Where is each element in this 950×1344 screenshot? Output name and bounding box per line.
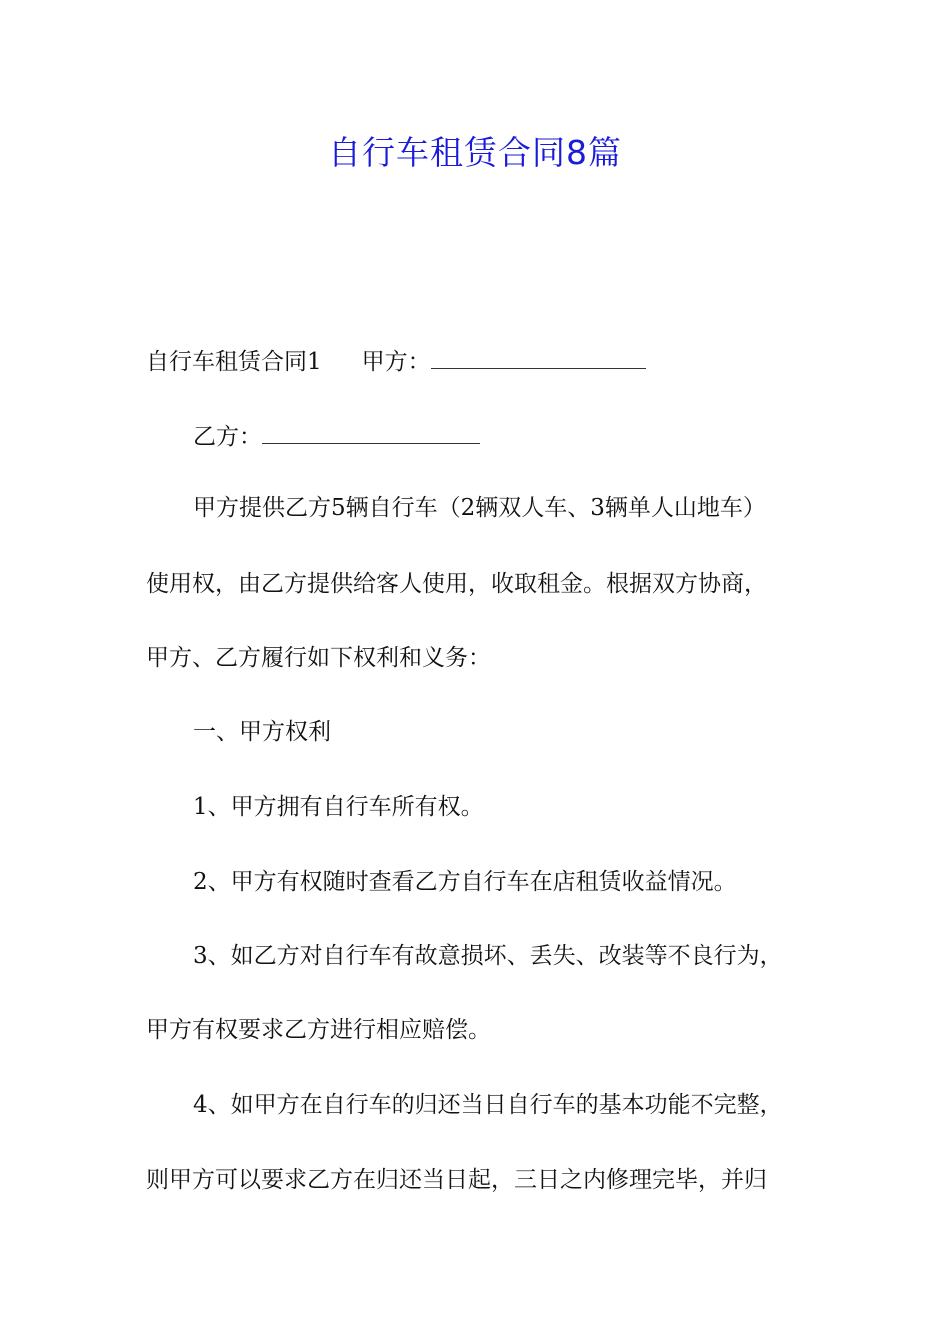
section-name: 自行车租赁合同1 bbox=[146, 349, 322, 375]
party-b-label: 乙方： bbox=[193, 424, 262, 450]
clause-1: 1、甲方拥有自行车所有权。 bbox=[193, 794, 484, 820]
section-1-heading: 一、甲方权利 bbox=[193, 719, 331, 745]
clause-4-line-1: 4、如甲方在自行车的归还当日自行车的基本功能不完整， bbox=[193, 1092, 783, 1118]
party-b-blank bbox=[262, 417, 480, 444]
party-a-blank bbox=[431, 342, 646, 369]
clause-2: 2、甲方有权随时查看乙方自行车在店租赁收益情况。 bbox=[193, 869, 737, 895]
party-b-line bbox=[193, 417, 873, 455]
party-a-label: 甲方： bbox=[361, 349, 431, 375]
paragraph-1-line-2: 使用权，由乙方提供给客人使用，收取租金。根据双方协商， bbox=[146, 571, 767, 597]
paragraph-1-line-1: 甲方提供乙方5辆自行车（2辆双人车、3辆单人山地车） bbox=[193, 495, 766, 521]
clause-3-line-2: 甲方有权要求乙方进行相应赔偿。 bbox=[146, 1017, 491, 1043]
clause-4-line-2: 则甲方可以要求乙方在归还当日起，三日之内修理完毕，并归 bbox=[146, 1167, 767, 1193]
clause-3-line-1: 3、如乙方对自行车有故意损坏、丢失、改装等不良行为， bbox=[193, 943, 783, 969]
paragraph-1-line-3: 甲方、乙方履行如下权利和义务： bbox=[146, 645, 491, 671]
document-title: 自行车租赁合同8篇 bbox=[328, 133, 622, 172]
contract-heading-line bbox=[146, 342, 826, 380]
